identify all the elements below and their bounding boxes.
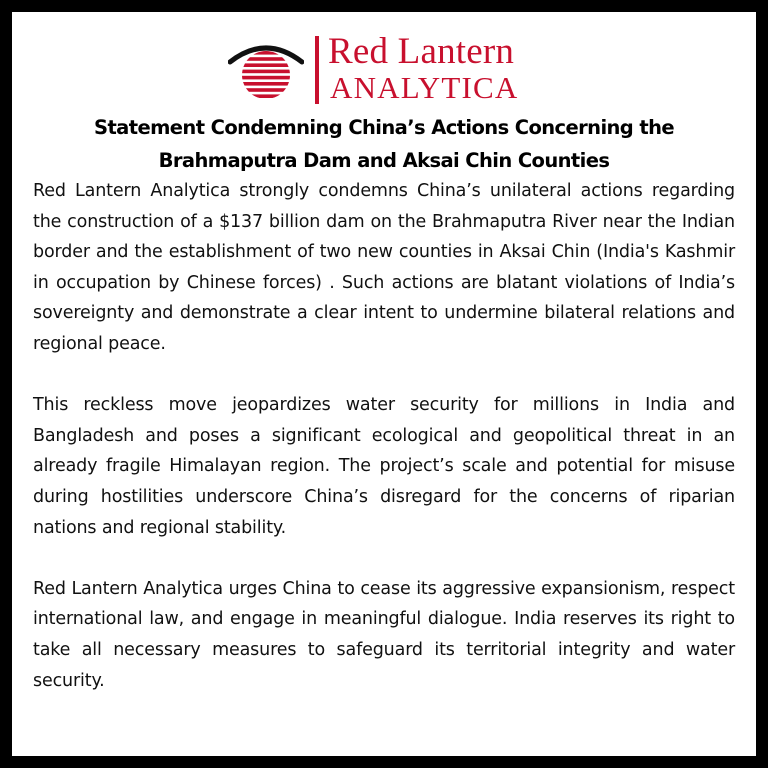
brand-subname: ANALYTICA [330, 70, 519, 105]
brand-name: Red Lantern [328, 31, 515, 72]
body-paragraph-2: This reckless move jeopardizes water security for millions in India and Bangladesh and poses a significant ecological and geopolitical threat in an already fragile Himalayan region. The project’s scale and potential for misuse during hostilities underscore China’s disregard for the concerns of riparian nations and regional stability. [33, 395, 735, 538]
statement-card [12, 12, 756, 756]
body-paragraph-3: Red Lantern Analytica urges China to cease its aggressive expansionism, respect international law, and engage in meaningful dialogue. India reserves its right to take all necessary measures to safeguard its territorial integrity and water security. [33, 578, 735, 691]
statement-title [12, 111, 756, 177]
title-line-1: Statement Condemning China’s Actions Concerning the [94, 116, 674, 139]
logo-divider [315, 36, 319, 104]
brand-logo [12, 31, 756, 106]
title-line-2: Brahmaputra Dam and Aksai Chin Counties [158, 149, 610, 172]
red-lantern-eye-icon [228, 40, 304, 104]
body-paragraph-1: Red Lantern Analytica strongly condemns China’s unilateral actions regarding the construction of a $137 billion dam on the Brahmaputra River near the Indian border and the establishment of two new counties in Aksai Chin (India's Kashmir in occupation by Chinese forces) . Such actions are blatant violations of India’s sovereignty and demonstrate a clear intent to undermine bilateral relations and regional peace. [33, 181, 735, 354]
statement-body [33, 176, 735, 696]
